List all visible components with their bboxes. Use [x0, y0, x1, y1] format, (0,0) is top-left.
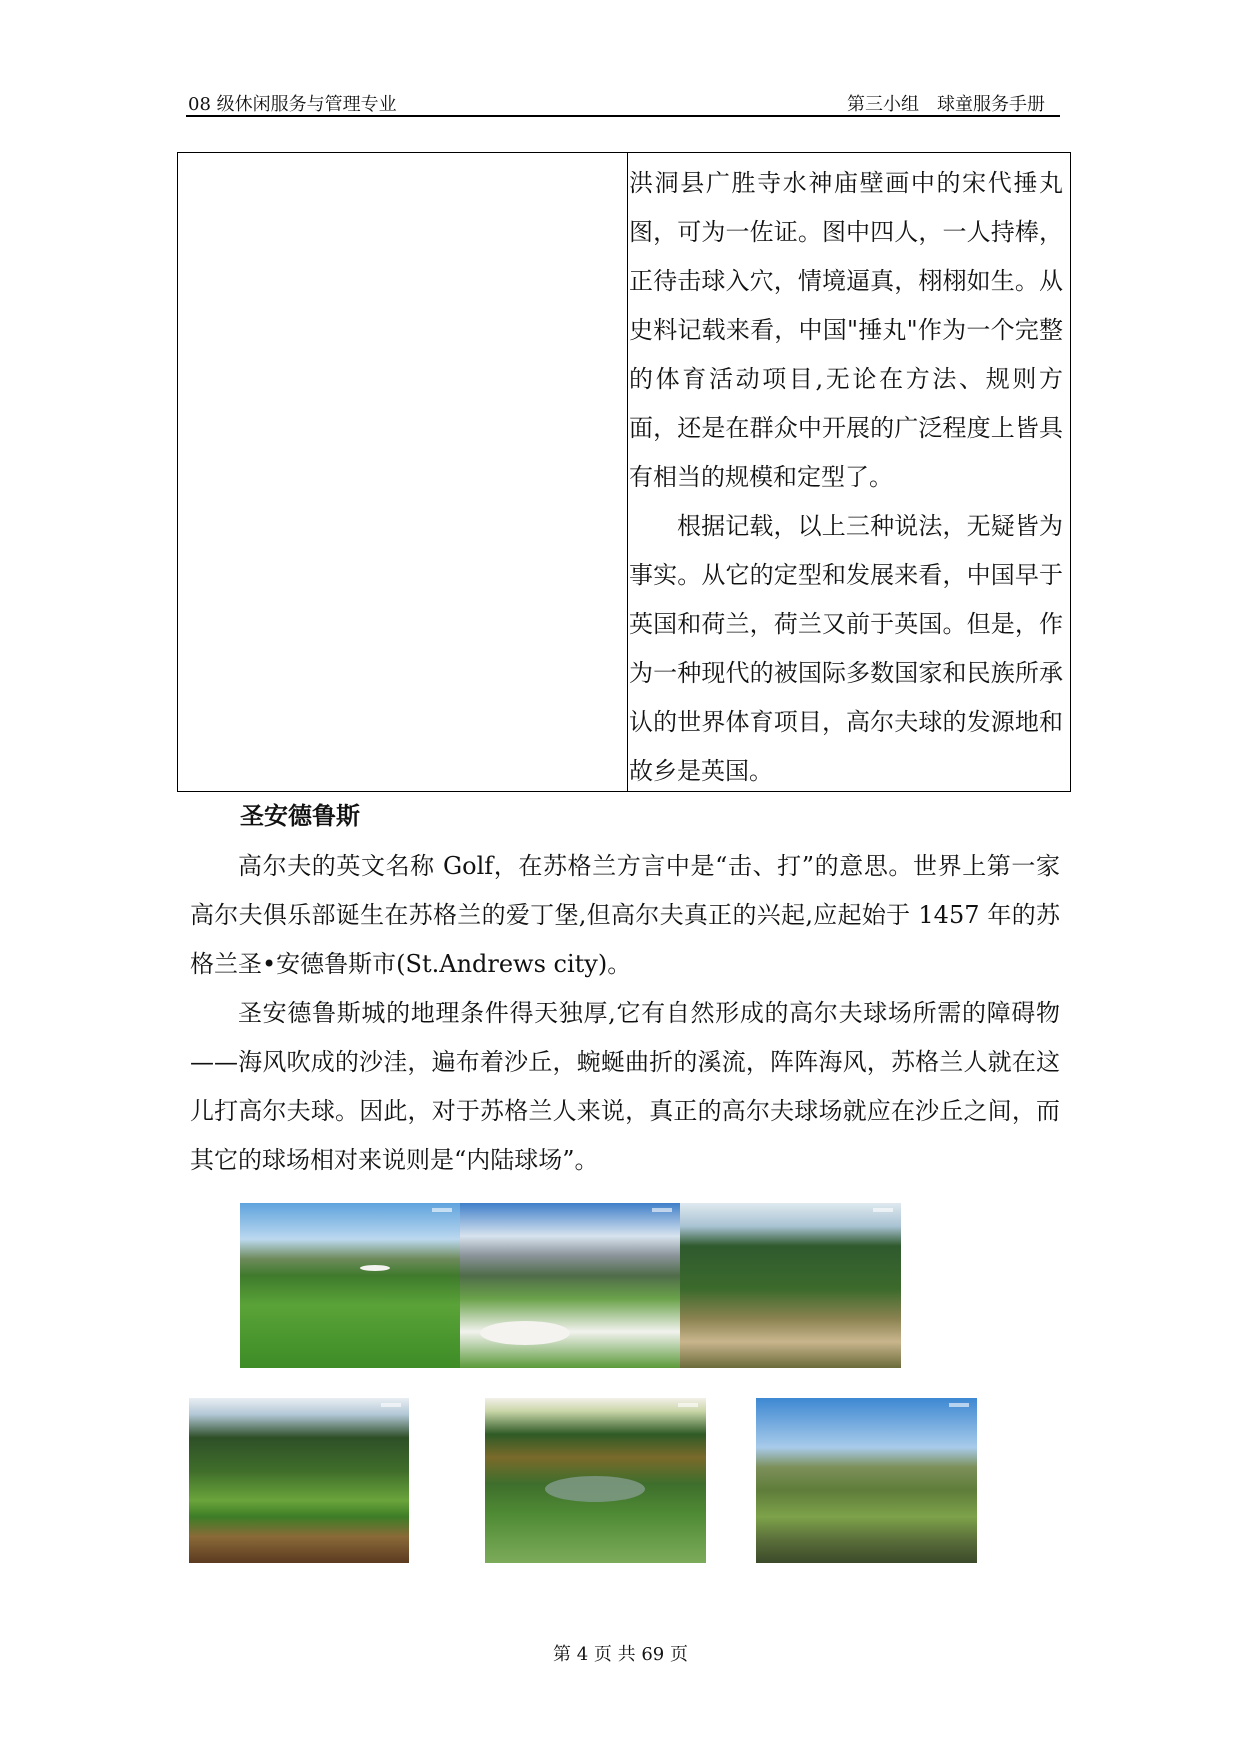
body-paragraph: 圣安德鲁斯城的地理条件得天独厚,它有自然形成的高尔夫球场所需的障碍物——海风吹成的沙洼，遍布着沙丘，蜿蜒曲折的溪流，阵阵海风，苏格兰人就在这儿打高尔夫球。因此，对于苏格兰人来说，真正的高尔夫球场就应在沙丘之间，而其它的球场相对来说则是“内陆球场”。: [190, 999, 1060, 1174]
header-rule: [186, 115, 1060, 117]
header-left-text: 08 级休闲服务与管理专业: [188, 94, 397, 115]
table-right-cell: [629, 159, 1063, 796]
table-left-cell: [178, 153, 628, 791]
continuation-table: [177, 152, 1071, 792]
golf-course-photo: [240, 1203, 460, 1368]
body-paragraph: 高尔夫的英文名称 Golf，在苏格兰方言中是“击、打”的意思。世界上第一家高尔夫俱乐部诞生在苏格兰的爱丁堡,但高尔夫真正的兴起,应起始于 1457 年的苏格兰圣•安德鲁斯市(St.Andrews city)。: [190, 852, 1060, 978]
golf-course-photo: [189, 1398, 409, 1563]
header-right-text: 第三小组 球童服务手册: [847, 94, 1045, 115]
golf-course-photo: [680, 1203, 901, 1368]
golf-course-photo: [756, 1398, 977, 1563]
golf-course-photo: [485, 1398, 706, 1563]
continuation-paragraph: 洪洞县广胜寺水神庙壁画中的宋代捶丸图，可为一佐证。图中四人，一人持棒，正待击球入穴，情境逼真，栩栩如生。从史料记载来看，中国"捶丸"作为一个完整的体育活动项目,无论在方法、规则方面，还是在群众中开展的广泛程度上皆具有相当的规模和定型了。: [629, 169, 1063, 491]
page-number: 第 4 页 共 69 页: [553, 1644, 688, 1665]
golf-course-photo: [460, 1203, 680, 1368]
continuation-paragraph: 根据记载，以上三种说法，无疑皆为事实。从它的定型和发展来看，中国早于英国和荷兰，荷兰又前于英国。但是，作为一种现代的被国际多数国家和民族所承认的世界体育项目，高尔夫球的发源地和故乡是英国。: [629, 512, 1063, 785]
section-title: 圣安德鲁斯: [240, 802, 360, 830]
